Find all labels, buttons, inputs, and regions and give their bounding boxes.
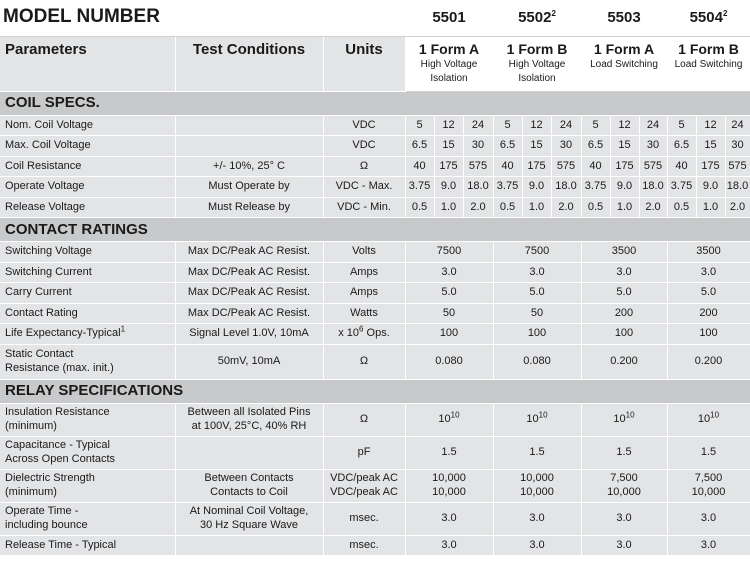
cell-text: 3.0 xyxy=(441,265,457,278)
cell-text: VDC xyxy=(352,118,376,131)
cell-text: 5.0 xyxy=(441,286,457,299)
value-cell xyxy=(581,535,667,556)
value-cell: 3.75 xyxy=(581,177,610,198)
value-cell: 18.0 xyxy=(725,177,750,198)
cell-text: 5.0 xyxy=(700,286,717,299)
condition-cell xyxy=(175,403,323,436)
unit-cell xyxy=(323,283,405,304)
value-cell: 0.5 xyxy=(667,197,696,218)
cell-text: Max. Coil Voltage xyxy=(5,139,91,152)
cell-text: 10 xyxy=(526,412,539,425)
value-cell: 3.75 xyxy=(493,177,522,198)
value-cell: 18.0 xyxy=(639,177,667,198)
cell-text: VDC xyxy=(352,139,376,152)
value-cell: 6.5 xyxy=(667,136,696,157)
value-cell xyxy=(405,242,493,263)
cell-text: Resistance (max. init.) xyxy=(5,361,114,374)
condition-cell xyxy=(175,502,323,535)
value-cell: 0.5 xyxy=(405,197,434,218)
contact-row xyxy=(0,324,750,345)
cell-text: Release Time - Typical xyxy=(5,538,117,551)
cell-text: 3.0 xyxy=(441,538,457,551)
value-cell: 575 xyxy=(725,156,750,177)
value-cell: 30 xyxy=(463,136,493,157)
cell-text: Operate Voltage xyxy=(5,180,85,193)
exponent-sup: 10 xyxy=(538,410,548,420)
section-coil xyxy=(0,91,750,115)
exponent-sup: 10 xyxy=(450,410,460,420)
parameter-cell xyxy=(0,197,175,218)
cell-text: 100 xyxy=(699,327,718,340)
cell-text: Watts xyxy=(350,306,378,319)
value-cell: 40 xyxy=(493,156,522,177)
cell-text: Across Open Contacts xyxy=(5,452,116,465)
cell-text: 0.200 xyxy=(694,354,723,367)
value-cell xyxy=(667,403,750,436)
footnote-sup: 1 xyxy=(120,324,126,334)
value-cell xyxy=(405,502,493,535)
value-cell: 18.0 xyxy=(463,177,493,198)
value-cell xyxy=(405,262,493,283)
value-cell: 5 xyxy=(405,115,434,136)
cell-text: 3.0 xyxy=(700,538,717,551)
cell-text: Switching Current xyxy=(5,265,92,278)
value-cell xyxy=(493,283,581,304)
contact-row xyxy=(0,262,750,283)
cell-text: Between all Isolated Pins xyxy=(187,406,311,419)
value-cell: 2.0 xyxy=(463,197,493,218)
cell-text: 3500 xyxy=(611,245,637,258)
cell-text: 100 xyxy=(439,327,459,340)
cell-text: 10,000 xyxy=(432,472,466,485)
cell-text: 3.0 xyxy=(441,511,457,524)
value-cell: 575 xyxy=(551,156,581,177)
value-cell: 5 xyxy=(493,115,522,136)
form-header-5501: 1 Form A High Voltage Isolation xyxy=(405,36,493,91)
cell-text: 1.5 xyxy=(700,445,717,458)
cell-text: Max DC/Peak AC Resist. xyxy=(187,286,311,299)
value-cell xyxy=(493,469,581,502)
cell-text: VDC/peak AC xyxy=(330,485,398,498)
value-cell xyxy=(493,242,581,263)
parameter-cell xyxy=(0,115,175,136)
relay-row xyxy=(0,436,750,469)
condition-cell xyxy=(175,283,323,304)
parameter-cell xyxy=(0,403,175,436)
exponent-sup: 10 xyxy=(710,410,720,420)
cell-text: 3.0 xyxy=(616,538,632,551)
cell-text: 5.0 xyxy=(616,286,632,299)
value-cell xyxy=(581,324,667,345)
value-cell xyxy=(405,535,493,556)
value-cell: 24 xyxy=(463,115,493,136)
coil-row xyxy=(0,136,750,157)
value-cell xyxy=(667,324,750,345)
value-cell xyxy=(493,436,581,469)
contact-row xyxy=(0,283,750,304)
condition-cell xyxy=(175,469,323,502)
value-cell xyxy=(493,344,581,379)
unit-cell xyxy=(323,303,405,324)
value-cell: 6.5 xyxy=(581,136,610,157)
relay-row xyxy=(0,535,750,556)
cell-text: (minimum) xyxy=(5,485,57,498)
value-cell: 30 xyxy=(551,136,581,157)
value-cell: 24 xyxy=(725,115,750,136)
cell-text: x 10 xyxy=(338,327,360,340)
value-cell: 575 xyxy=(639,156,667,177)
cell-text: 10,000 xyxy=(691,485,726,498)
value-cell xyxy=(405,403,493,436)
value-cell xyxy=(405,344,493,379)
cell-text: Ops. xyxy=(363,327,390,340)
unit-cell xyxy=(323,197,405,218)
cell-text: Max DC/Peak AC Resist. xyxy=(187,265,311,278)
parameter-cell xyxy=(0,469,175,502)
value-cell: 40 xyxy=(405,156,434,177)
cell-text: including bounce xyxy=(5,518,88,531)
value-cell xyxy=(581,469,667,502)
value-cell: 24 xyxy=(639,115,667,136)
cell-text: 0.080 xyxy=(523,354,551,367)
value-cell: 30 xyxy=(639,136,667,157)
parameter-cell xyxy=(0,262,175,283)
value-cell xyxy=(667,436,750,469)
cell-text: at 100V, 25°C, 40% RH xyxy=(191,419,307,432)
section-title: RELAY SPECIFICATIONS xyxy=(0,379,750,403)
cell-text: 50mV, 10mA xyxy=(217,354,281,367)
condition-cell xyxy=(175,115,323,136)
cell-text: 30 Hz Square Wave xyxy=(199,518,299,531)
value-cell xyxy=(581,403,667,436)
cell-text: 7,500 xyxy=(694,472,723,485)
cell-text: Insulation Resistance xyxy=(5,406,110,419)
value-cell xyxy=(667,344,750,379)
value-cell xyxy=(405,303,493,324)
value-cell: 0.5 xyxy=(581,197,610,218)
cell-text: msec. xyxy=(349,538,379,551)
value-cell: 5 xyxy=(581,115,610,136)
cell-text: Contact Rating xyxy=(5,306,78,319)
value-cell: 12 xyxy=(610,115,639,136)
unit-cell xyxy=(323,535,405,556)
cell-text: (minimum) xyxy=(5,419,57,432)
cell-text: Contacts to Coil xyxy=(210,485,288,498)
value-cell: 175 xyxy=(434,156,463,177)
value-cell xyxy=(667,502,750,535)
cell-text: VDC - Min. xyxy=(337,200,391,213)
cell-text: 50 xyxy=(530,306,544,319)
value-cell: 12 xyxy=(696,115,725,136)
coil-row xyxy=(0,197,750,218)
cell-text: 3.0 xyxy=(529,265,545,278)
value-cell: 9.0 xyxy=(434,177,463,198)
value-cell xyxy=(667,262,750,283)
value-cell: 6.5 xyxy=(493,136,522,157)
condition-cell xyxy=(175,344,323,379)
parameter-cell xyxy=(0,502,175,535)
cell-text: VDC/peak AC xyxy=(330,472,398,485)
condition-cell xyxy=(175,136,323,157)
value-cell xyxy=(493,262,581,283)
cell-text: 3.0 xyxy=(616,265,632,278)
value-cell: 3.75 xyxy=(405,177,434,198)
cell-text: 1.5 xyxy=(616,445,632,458)
model-number-5502: 5502$^2$ xyxy=(493,0,581,36)
parameters-header: Parameters xyxy=(0,36,175,91)
value-cell: 5 xyxy=(667,115,696,136)
cell-text: msec. xyxy=(349,511,379,524)
cell-text: 5.0 xyxy=(529,286,545,299)
value-cell: 30 xyxy=(725,136,750,157)
cell-text: Ω xyxy=(359,412,369,425)
unit-cell xyxy=(323,262,405,283)
cell-text: 10,000 xyxy=(520,485,554,498)
form-header-5504: 1 Form B Load Switching xyxy=(667,36,750,91)
value-cell xyxy=(405,436,493,469)
coil-row xyxy=(0,177,750,198)
cell-text: VDC - Max. xyxy=(335,180,393,193)
cell-text: Volts xyxy=(352,245,376,258)
value-cell: 3.75 xyxy=(667,177,696,198)
column-header-row xyxy=(0,36,750,91)
model-number-5501: 5501 xyxy=(405,0,493,36)
unit-cell xyxy=(323,502,405,535)
parameter-cell xyxy=(0,283,175,304)
unit-cell xyxy=(323,156,405,177)
value-cell: 0.5 xyxy=(493,197,522,218)
value-cell xyxy=(581,262,667,283)
condition-cell xyxy=(175,177,323,198)
unit-cell xyxy=(323,403,405,436)
unit-cell xyxy=(323,436,405,469)
value-cell: 24 xyxy=(551,115,581,136)
unit-cell xyxy=(323,344,405,379)
cell-text: Static Contact xyxy=(5,348,74,361)
parameter-cell xyxy=(0,344,175,379)
condition-cell xyxy=(175,262,323,283)
value-cell: 12 xyxy=(522,115,551,136)
section-title: COIL SPECS. xyxy=(0,91,750,115)
cell-text: 3.0 xyxy=(700,511,717,524)
value-cell: 2.0 xyxy=(725,197,750,218)
value-cell xyxy=(667,535,750,556)
relay-row xyxy=(0,469,750,502)
exponent-sup: 10 xyxy=(625,410,635,420)
value-cell: 575 xyxy=(463,156,493,177)
cell-text: Carry Current xyxy=(5,286,72,299)
value-cell: 40 xyxy=(667,156,696,177)
value-cell: 9.0 xyxy=(696,177,725,198)
cell-text: 1.5 xyxy=(529,445,545,458)
value-cell xyxy=(493,303,581,324)
value-cell xyxy=(581,436,667,469)
parameter-cell xyxy=(0,303,175,324)
model-number-5503: 5503 xyxy=(581,0,667,36)
cell-text: Life Expectancy-Typical xyxy=(5,327,121,340)
contact-row xyxy=(0,303,750,324)
value-cell: 9.0 xyxy=(522,177,551,198)
cell-text: Operate Time - xyxy=(5,505,79,518)
cell-text: 200 xyxy=(699,306,718,319)
value-cell xyxy=(405,469,493,502)
conditions-header: Test Conditions xyxy=(175,36,323,91)
value-cell: 40 xyxy=(581,156,610,177)
value-cell xyxy=(493,502,581,535)
value-cell xyxy=(667,242,750,263)
value-cell: 2.0 xyxy=(639,197,667,218)
value-cell xyxy=(405,324,493,345)
cell-text: 7500 xyxy=(524,245,550,258)
unit-cell xyxy=(323,324,405,345)
cell-text: Max DC/Peak AC Resist. xyxy=(187,245,311,258)
cell-text: Capacitance - Typical xyxy=(5,439,110,452)
value-cell xyxy=(493,324,581,345)
section-relay xyxy=(0,379,750,403)
value-cell: 1.0 xyxy=(434,197,463,218)
parameter-cell xyxy=(0,136,175,157)
condition-cell xyxy=(175,242,323,263)
condition-cell xyxy=(175,303,323,324)
cell-text: 200 xyxy=(614,306,634,319)
value-cell xyxy=(667,283,750,304)
cell-text: +/- 10%, 25° C xyxy=(213,159,285,172)
value-cell xyxy=(493,403,581,436)
value-cell: 15 xyxy=(522,136,551,157)
value-cell xyxy=(493,535,581,556)
cell-text: Release Voltage xyxy=(5,200,86,213)
cell-text: 10 xyxy=(438,412,451,425)
value-cell: 6.5 xyxy=(405,136,434,157)
value-cell: 15 xyxy=(610,136,639,157)
condition-cell xyxy=(175,436,323,469)
value-cell xyxy=(581,242,667,263)
cell-text: 3.0 xyxy=(529,538,545,551)
value-cell xyxy=(405,283,493,304)
value-cell: 9.0 xyxy=(610,177,639,198)
cell-text: 50 xyxy=(442,306,456,319)
cell-text: 10,000 xyxy=(432,485,466,498)
cell-text: Must Release by xyxy=(208,200,290,213)
cell-text: Ω xyxy=(359,159,369,172)
form-header-5503: 1 Form A Load Switching xyxy=(581,36,667,91)
cell-text: pF xyxy=(357,445,371,458)
coil-row xyxy=(0,115,750,136)
cell-text: Switching Voltage xyxy=(5,245,92,258)
value-cell xyxy=(667,303,750,324)
value-cell: 12 xyxy=(434,115,463,136)
value-cell: 15 xyxy=(434,136,463,157)
parameter-cell xyxy=(0,436,175,469)
parameter-cell xyxy=(0,535,175,556)
section-contact xyxy=(0,218,750,242)
cell-text: 3.0 xyxy=(616,511,632,524)
cell-text: 1.5 xyxy=(441,445,457,458)
cell-text: 0.080 xyxy=(435,354,463,367)
cell-text: 3.0 xyxy=(529,511,545,524)
value-cell: 175 xyxy=(522,156,551,177)
form-header-5502: 1 Form B High Voltage Isolation xyxy=(493,36,581,91)
value-cell: 15 xyxy=(696,136,725,157)
relay-row xyxy=(0,403,750,436)
value-cell xyxy=(581,303,667,324)
parameter-cell xyxy=(0,156,175,177)
value-cell: 2.0 xyxy=(551,197,581,218)
cell-text: 10,000 xyxy=(607,485,641,498)
cell-text: Dielectric Strength xyxy=(5,472,95,485)
condition-cell xyxy=(175,197,323,218)
section-title: CONTACT RATINGS xyxy=(0,218,750,242)
condition-cell xyxy=(175,156,323,177)
value-cell xyxy=(581,502,667,535)
unit-sup: 6 xyxy=(359,324,364,334)
cell-text: Amps xyxy=(349,265,379,278)
contact-row xyxy=(0,242,750,263)
unit-cell xyxy=(323,469,405,502)
cell-text: 10 xyxy=(697,412,711,425)
unit-cell xyxy=(323,136,405,157)
relay-row xyxy=(0,502,750,535)
value-cell: 1.0 xyxy=(696,197,725,218)
value-cell xyxy=(581,344,667,379)
parameter-cell xyxy=(0,177,175,198)
cell-text: At Nominal Coil Voltage, xyxy=(189,505,309,518)
model-number-5504: 5504$^2$ xyxy=(667,0,750,36)
condition-cell xyxy=(175,324,323,345)
cell-text: 0.200 xyxy=(610,354,638,367)
cell-text: 10 xyxy=(613,412,626,425)
contact-row xyxy=(0,344,750,379)
cell-text: 3500 xyxy=(696,245,721,258)
coil-row xyxy=(0,156,750,177)
cell-text: 10,000 xyxy=(520,472,554,485)
cell-text: Nom. Coil Voltage xyxy=(5,118,94,131)
value-cell xyxy=(581,283,667,304)
cell-text: Between Contacts xyxy=(204,472,294,485)
unit-cell xyxy=(323,177,405,198)
cell-text: Must Operate by xyxy=(208,180,290,193)
value-cell xyxy=(667,469,750,502)
cell-text: Max DC/Peak AC Resist. xyxy=(187,306,311,319)
cell-text: 100 xyxy=(527,327,547,340)
value-cell: 175 xyxy=(610,156,639,177)
units-header: Units xyxy=(323,36,405,91)
cell-text: 100 xyxy=(614,327,634,340)
parameter-cell xyxy=(0,242,175,263)
cell-text: Coil Resistance xyxy=(5,159,82,172)
parameter-cell xyxy=(0,324,175,345)
value-cell: 1.0 xyxy=(610,197,639,218)
model-number-row xyxy=(0,0,750,36)
cell-text: Signal Level 1.0V, 10mA xyxy=(189,327,309,340)
cell-text: Ω xyxy=(359,354,369,367)
unit-cell xyxy=(323,115,405,136)
condition-cell xyxy=(175,535,323,556)
cell-text: 7,500 xyxy=(610,472,638,485)
unit-cell xyxy=(323,242,405,263)
value-cell: 1.0 xyxy=(522,197,551,218)
cell-text: Amps xyxy=(349,286,379,299)
value-cell: 18.0 xyxy=(551,177,581,198)
cell-text: 3.0 xyxy=(700,265,717,278)
cell-text: 7500 xyxy=(436,245,462,258)
page-title: MODEL NUMBER xyxy=(0,0,405,36)
value-cell: 175 xyxy=(696,156,725,177)
